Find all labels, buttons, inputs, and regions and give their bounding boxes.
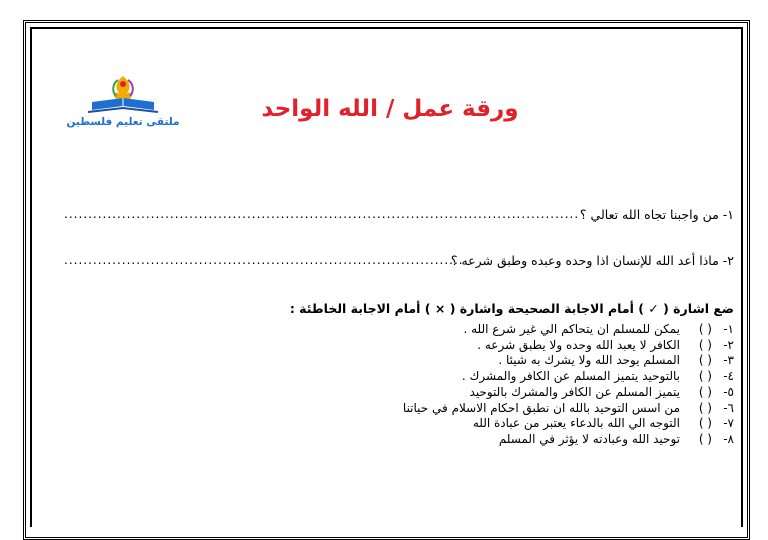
item-text: المسلم يوحد الله ولا يشرك به شيئا . — [498, 353, 680, 368]
book-with-flame-logo-icon — [64, 72, 182, 116]
item-text: يتميز المسلم عن الكافر والمشرك بالتوحيد — [469, 384, 680, 399]
answer-box: ( ) — [698, 384, 712, 399]
right-border-line — [741, 27, 743, 527]
answer-box: ( ) — [698, 369, 712, 384]
answer-box: ( ) — [698, 400, 712, 415]
instruction-text: ضع اشارة ( ✓ ) أمام الاجابة الصحيحة واشارة ( × ) أمام الاجابة الخاطئة : — [289, 301, 734, 316]
item-number: ٢- — [723, 337, 734, 352]
question-2: ٢- ماذا أعد الله للإنسان اذا وحده وعبده وطبق شرعه ؟ — [450, 253, 734, 268]
item-number: ٣- — [723, 353, 734, 368]
list-item — [194, 432, 734, 448]
logo-text: ملتقى تعليم فلسطين — [66, 116, 180, 128]
list-item — [194, 353, 734, 369]
list-item — [194, 369, 734, 385]
item-number: ٥- — [723, 384, 734, 399]
item-text: الكافر لا يعبد الله وحده ولا يطبق شرعه . — [477, 337, 680, 352]
list-item — [194, 385, 734, 401]
item-text: توحيد الله وعبادته لا يؤثر في المسلم — [498, 431, 680, 446]
statements-list — [194, 322, 734, 448]
item-number: ١- — [723, 322, 734, 336]
item-number: ٨- — [723, 431, 734, 446]
answer-line-1: ........................................................................................................... — [64, 207, 580, 221]
item-text: يمكن للمسلم ان يتحاكم الي غير شرع الله . — [463, 322, 680, 336]
page-title: ورقة عمل / الله الواحد — [261, 96, 519, 122]
item-number: ٧- — [723, 416, 734, 431]
answer-box: ( ) — [698, 322, 712, 336]
left-border-line — [30, 27, 32, 527]
top-border-line — [30, 27, 743, 29]
item-text: من اسس التوحيد بالله ان نطبق احكام الاسلام في حياتنا — [402, 400, 680, 415]
answer-box: ( ) — [698, 431, 712, 446]
list-item — [194, 416, 734, 432]
logo — [64, 72, 182, 138]
item-text: التوجه الي الله بالدعاء يعتبر من عبادة الله — [472, 416, 680, 431]
answer-box: ( ) — [698, 416, 712, 431]
list-item — [194, 322, 734, 338]
answer-line-2: ................................................................................... — [64, 253, 464, 267]
list-item — [194, 338, 734, 354]
answer-box: ( ) — [698, 337, 712, 352]
top-strip — [0, 0, 768, 20]
question-1: ١- من واجبنا تجاه الله تعالي ؟ — [579, 207, 734, 222]
list-item — [194, 401, 734, 417]
item-number: ٦- — [723, 400, 734, 415]
answer-box: ( ) — [698, 353, 712, 368]
item-number: ٤- — [723, 369, 734, 384]
item-text: بالتوحيد يتميز المسلم عن الكافر والمشرك . — [461, 369, 680, 384]
